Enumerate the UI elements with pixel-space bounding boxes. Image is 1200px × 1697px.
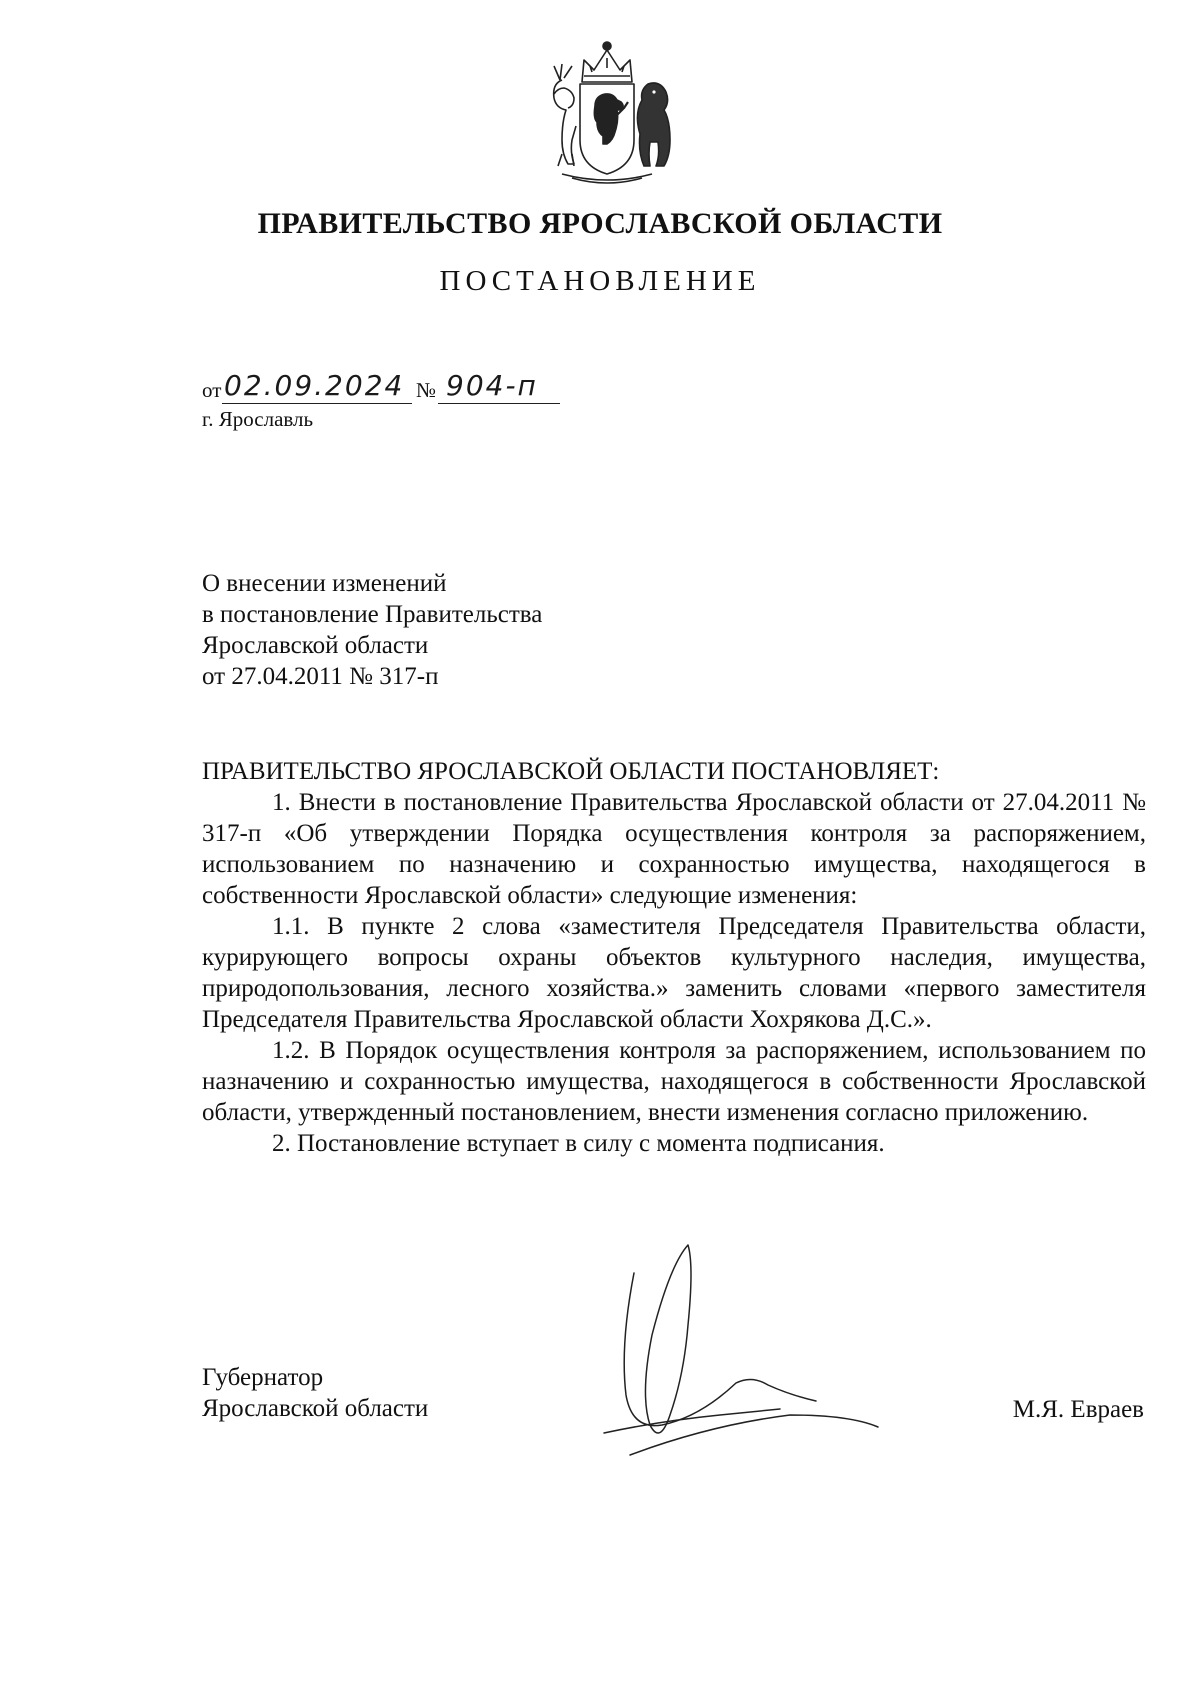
- document-type-title: ПОСТАНОВЛЕНИЕ: [439, 265, 761, 297]
- city: г. Ярославль: [202, 407, 314, 431]
- subject-line: Ярославской области: [202, 632, 429, 659]
- paragraph-1-2: 1.2. В Порядок осуществления контроля за распоряжением, использованием по назначению и сохранностью имущества, находящегося в собственности Ярославской области, утвержденный постановлением, внести изменения согласно приложению.: [202, 1037, 1146, 1126]
- date-value: 02.09.2024: [224, 369, 405, 402]
- signatory-name: М.Я. Евраев: [1012, 1396, 1144, 1423]
- paragraph-2: 2. Постановление вступает в силу с момента подписания.: [272, 1130, 885, 1157]
- subject-line: О внесении изменений: [202, 570, 447, 597]
- number-label: №: [416, 378, 437, 402]
- subject-line: в постановление Правительства: [202, 601, 543, 628]
- organization-title: ПРАВИТЕЛЬСТВО ЯРОСЛАВСКОЙ ОБЛАСТИ: [257, 207, 943, 240]
- subject-line: от 27.04.2011 № 317-п: [202, 663, 439, 690]
- number-value: 904-п: [446, 369, 538, 402]
- document-body: [202, 756, 1146, 1159]
- signatory-title-line: Губернатор: [202, 1364, 324, 1391]
- date-underline: [222, 403, 412, 404]
- number-underline: [438, 403, 560, 404]
- signatory-title: [202, 1362, 562, 1424]
- date-label: от: [202, 378, 222, 402]
- paragraph-1-1: 1.1. В пункте 2 слова «заместителя Председателя Правительства области, курирующего вопросы охраны объектов культурного наследия, имущества, природопользования, лесного хозяйства.» заменить словами «первого заместителя Председателя Правительства Ярославской области Хохрякова Д.С.».: [202, 913, 1146, 1033]
- resolution-heading: ПРАВИТЕЛЬСТВО ЯРОСЛАВСКОЙ ОБЛАСТИ ПОСТАНОВЛЯЕТ:: [202, 758, 940, 785]
- document-subject: [202, 568, 722, 692]
- paragraph-1: 1. Внести в постановление Правительства Ярославской области от 27.04.2011 № 317-п «Об утверждении Порядка осуществления контроля за распоряжением, использованием по назначению и сохранностью имущества, находящегося в собственности Ярославской области» следующие изменения:: [202, 789, 1146, 909]
- signatory-title-line: Ярославской области: [202, 1395, 429, 1422]
- handwritten-signature-icon: [560, 1225, 960, 1495]
- coat-of-arms-icon: [532, 36, 682, 188]
- document-date-number: [202, 368, 602, 408]
